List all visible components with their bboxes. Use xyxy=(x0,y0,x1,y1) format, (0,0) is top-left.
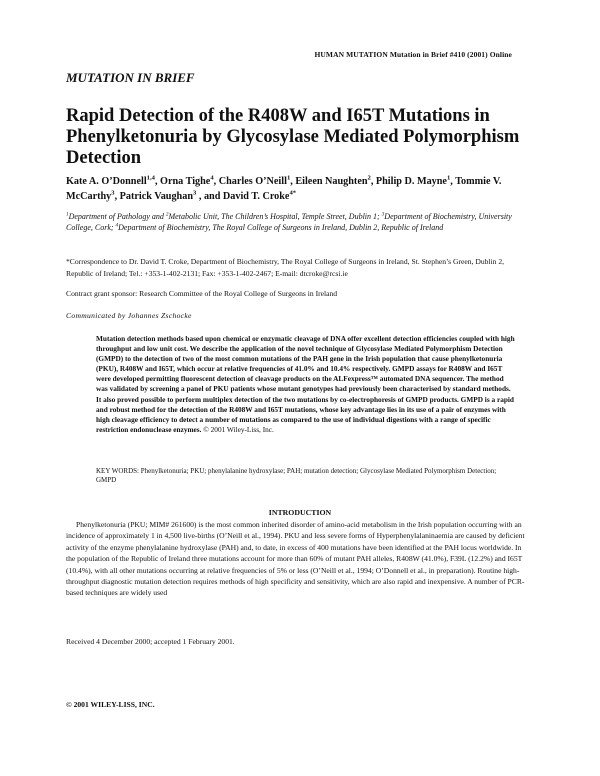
abstract xyxy=(96,334,516,435)
section-label: MUTATION IN BRIEF xyxy=(66,70,195,85)
author-list xyxy=(66,175,536,204)
introduction-paragraph: Phenylketonuria (PKU; MIM# 261600) is the most common inherited disorder of amino-acid metabolism in the Irish population occurring with an incidence of approximately 1 in 4,500 live-births (O’Neill et al., 1994). PKU and less severe forms of Hyperphenylalaninaemia are caused by deficient activity of the enzyme phenylalanine hydroxylase (PAH) and, to date, in excess of 400 mutations have been identified at the PAH locus worldwide. In the population of the Republic of Ireland three mutations account for more than 60% of mutant PAH alleles, R408W (41.0%), F39L (12.2%) and I65T (10.4%), with all other mutations occurring at relative frequencies of 5% or less (O’Neill et al., 1994; O’Donnell et al., in preparation). Routine high-throughput diagnostic mutation detection requires methods of high specificity and sensitivity, which are also rapid and inexpensive. A number of PCR-based techniques are widely used xyxy=(66,520,525,598)
publisher-copyright: © 2001 WILEY-LISS, INC. xyxy=(66,700,155,709)
abstract-text: Mutation detection methods based upon chemical or enzymatic cleavage of DNA offer excellent detection efficiencies coupled with high throughput and low unit cost. We describe the application of the novel technique of Glycosylase Mediated Polymorphism Detection (GMPD) to the detection of two of the most common mutations of the PAH gene in the Irish population that cause phenylketonuria (PKU), R408W and I65T, which occur at relative frequencies of 41.0% and 10.4% respectively. GMPD assays for R408W and I65T were developed permitting fluorescent detection of cleavage products on the ALFexpress™ automated DNA sequencer. The method was validated by screening a panel of PKU patients whose mutant genotypes had previously been characterised by standard methods. It also proved possible to perform multiplex detection of the two mutations by co-electrophoresis of GMPD products. GMPD is a rapid and robust method for the detection of the R408W and I65T mutations, whose key advantage lies in its use of a pair of enzymes with high cleavage efficiency to detect a number of mutations as compared to the use of individual digestions with a range of specific restriction endonuclease enzymes. xyxy=(96,334,515,434)
section-heading-introduction: INTRODUCTION xyxy=(268,508,332,517)
author: David T. Croke$^{4*}$ xyxy=(222,189,297,202)
author: Kate A. O’Donnell$^{1,4}$, xyxy=(66,174,161,187)
author: Eileen Naughten$^2$, xyxy=(295,174,376,187)
author: Philip D. Mayne$^1$, xyxy=(375,174,456,187)
keywords: KEY WORDS: Phenylketonuria; PKU; phenylalanine hydroxylase; PAH; mutation detection; Glycosylase Mediated Polymorphism Detection; GMPD xyxy=(96,467,497,485)
paper-title: Rapid Detection of the R408W and I65T Mutations in Phenylketonuria by Glycosylase Mediated Polymorphism Detection xyxy=(66,106,520,168)
abstract-copyright: © 2001 Wiley-Liss, Inc. xyxy=(201,424,274,434)
received-dates: Received 4 December 2000; accepted 1 February 2001. xyxy=(66,637,235,646)
grant-sponsor: Contract grant sponsor: Research Committee of the Royal College of Surgeons in Ireland xyxy=(66,289,338,298)
communicated-by: Communicated by Johannes Zschocke xyxy=(66,311,192,320)
author: Tommie V. McCarthy$^3$, xyxy=(66,176,502,202)
author: Patrick Vaughan$^3$ , and xyxy=(119,189,223,202)
author: Orna Tighe$^4$, xyxy=(160,174,219,187)
running-head: HUMAN MUTATION Mutation in Brief #410 (2001) Online xyxy=(314,50,512,59)
correspondence-note: *Correspondence to Dr. David T. Croke, Department of Biochemistry, The Royal College of Surgeons in Ireland, St. Stephen’s Green, Dublin 2, Republic of Ireland; Tel.: +353-1-402-2131; Fax: +353-1-402-2467; E-mail: dtcroke@rcsi.ie xyxy=(66,257,505,278)
affiliations: $^1$Department of Pathology and $^2$Metabolic Unit, The Children’s Hospital, Temple Street, Dublin 1; $^3$Department of Biochemistry, University College, Cork; $^4$Department of Biochemistry, The Royal College of Surgeons in Ireland, Dublin 2, Republic of Ireland xyxy=(66,211,512,232)
author: Charles O’Neill$^1$, xyxy=(218,174,296,187)
